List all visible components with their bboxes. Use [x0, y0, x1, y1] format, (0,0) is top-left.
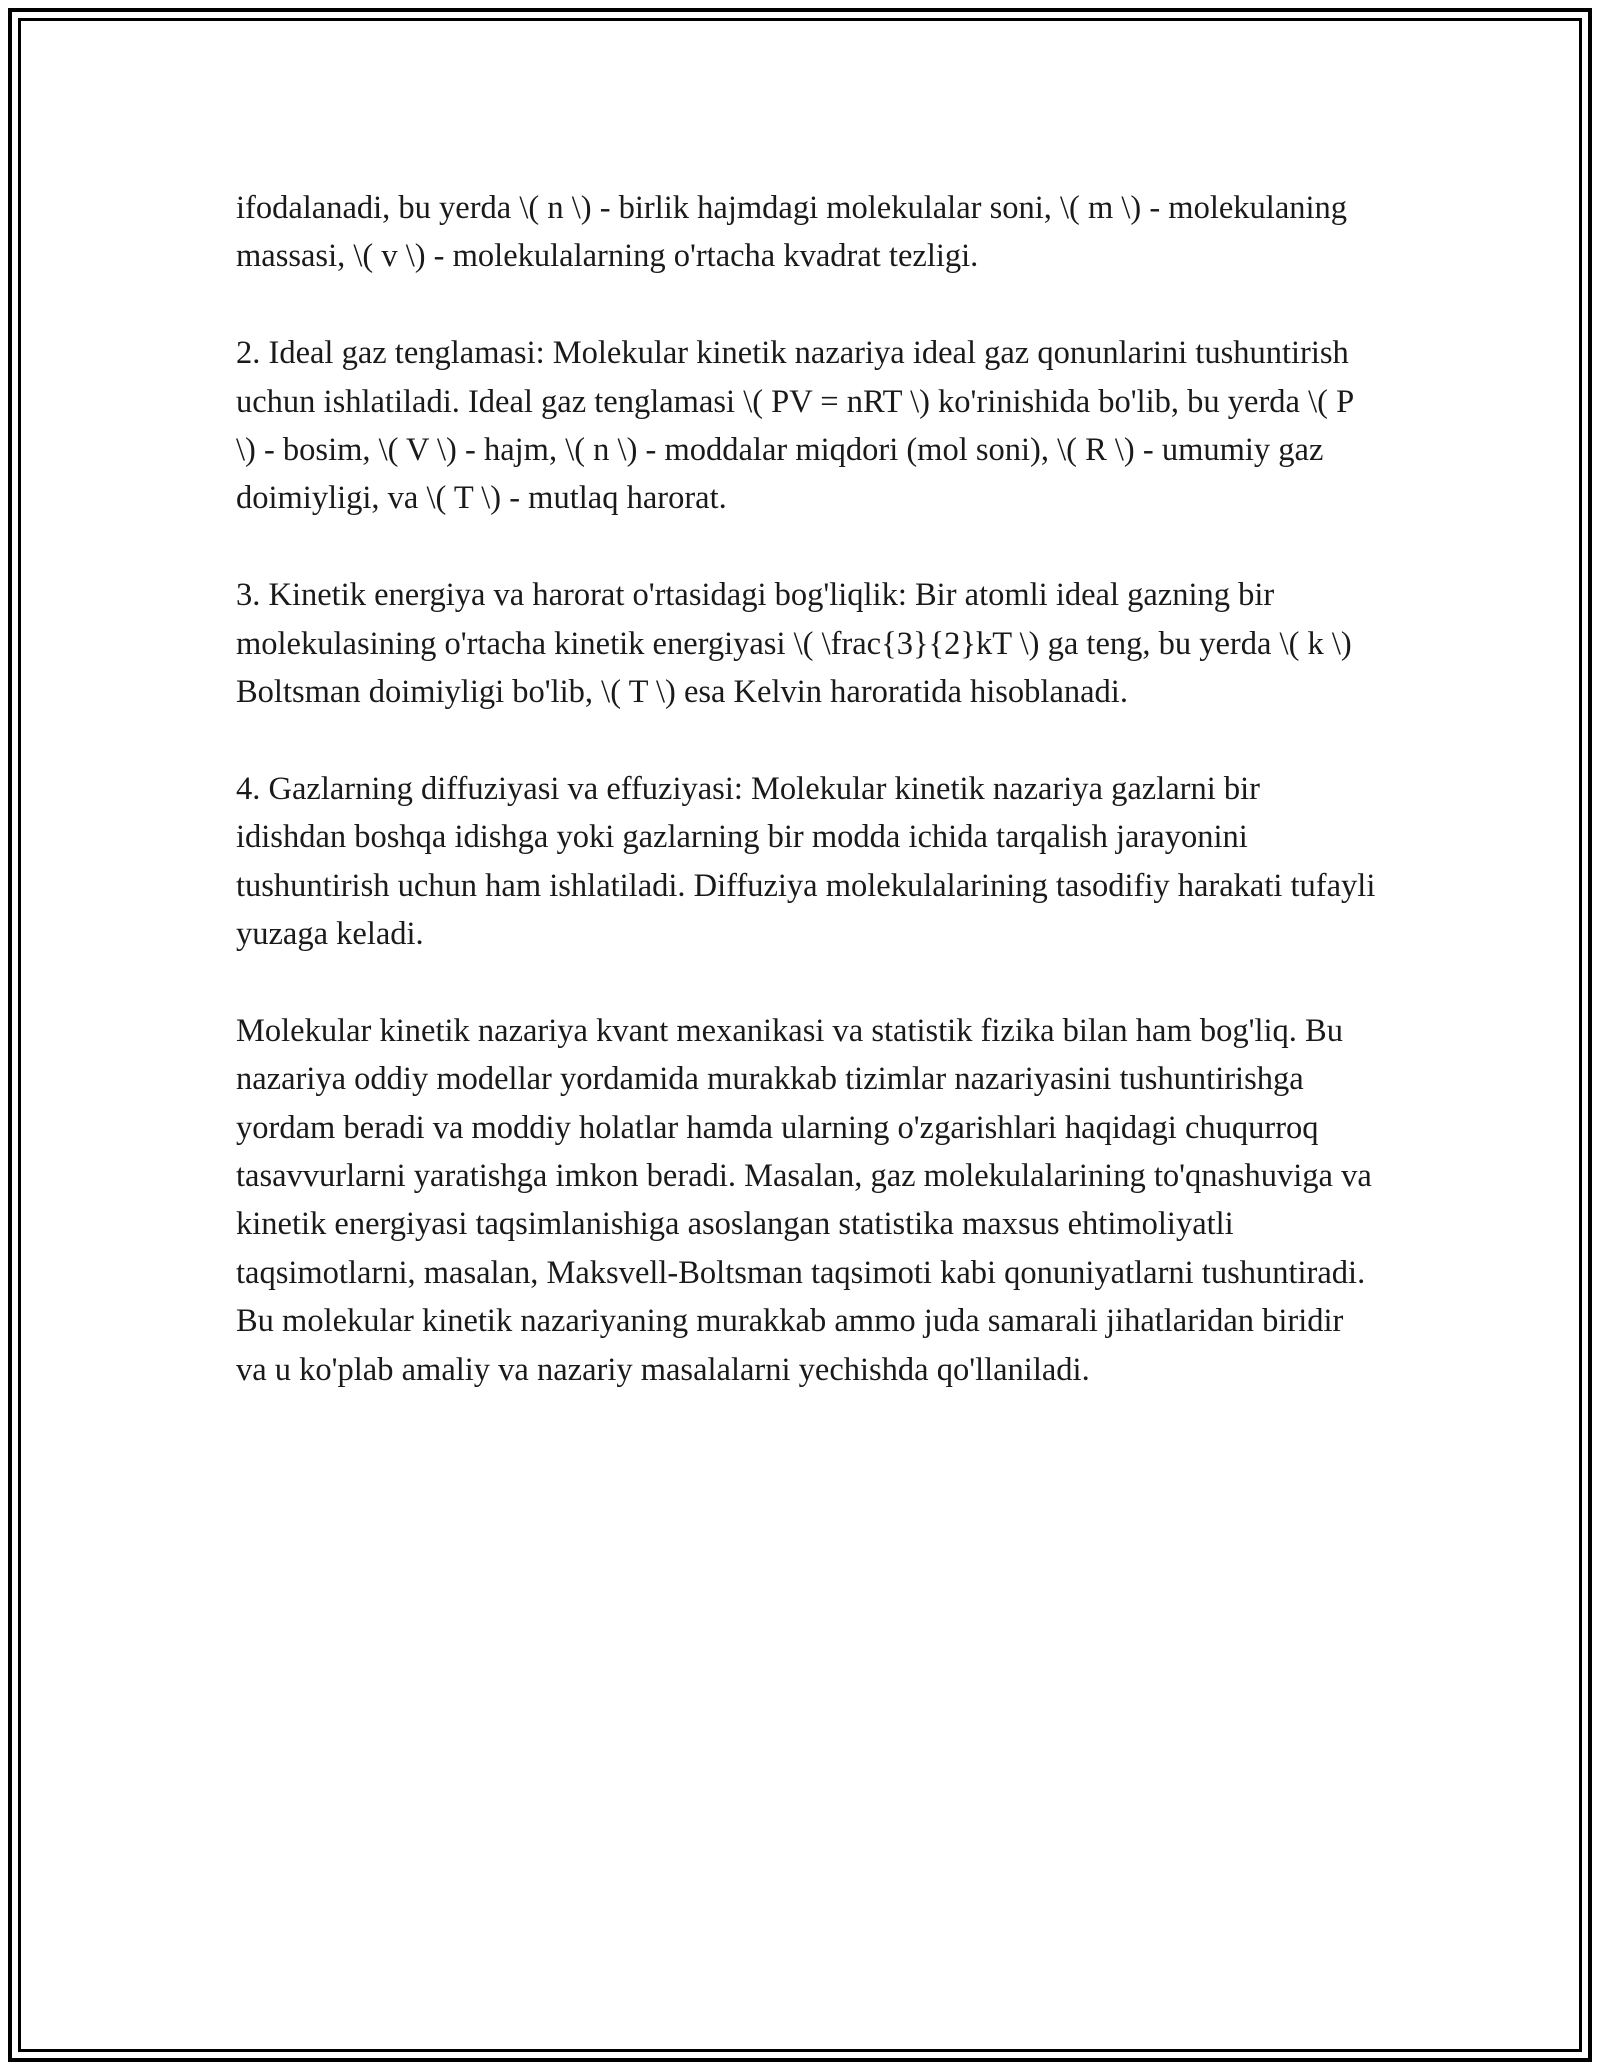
paragraph-kinetic-energy-temperature: 3. Kinetik energiya va harorat o'rtasidagi bog'liqlik: Bir atomli ideal gazning bir molekulasining o'rtacha kinetik energiyasi \( \frac{3}{2}kT \) ga teng, bu yerda \( k \) Boltsman doimiyligi bo'lib, \( T \) esa Kelvin haroratida hisoblanadi. — [236, 577, 1352, 711]
paragraph-formula-definitions: ifodalanadi, bu yerda \( n \) - birlik hajmdagi molekulalar soni, \( m \) - molekulaning massasi, \( v \) - molekulalarning o'rtacha kvadrat tezligi. — [236, 190, 1348, 275]
document-body — [236, 184, 1376, 1394]
paragraph-conclusion: Molekular kinetik nazariya kvant mexanikasi va statistik fizika bilan ham bog'liq. Bu nazariya oddiy modellar yordamida murakkab tizimlar nazariyasini tushuntirishga yordam beradi va moddiy holatlar hamda ularning o'zgarishlari haqidagi chuqurroq tasavvurlarni yaratishga imkon beradi. Masalan, gaz molekulalarining to'qnashuviga va kinetik energiyasi taqsimlanishiga asoslangan statistika maxsus ehtimoliyatli taqsimotlarni, masalan, Maksvell-Boltsman taqsimoti kabi qonuniyatlarni tushuntiradi. Bu molekular kinetik nazariyaning murakkab ammo juda samarali jihatlaridan biridir va u ko'plab amaliy va nazariy masalalarni yechishda qo'llaniladi. — [236, 1012, 1372, 1388]
paragraph-ideal-gas-equation: 2. Ideal gaz tenglamasi: Molekular kinetik nazariya ideal gaz qonunlarini tushuntirish uchun ishlatiladi. Ideal gaz tenglamasi \( PV = nRT \) ko'rinishida bo'lib, bu yerda \( P \) - bosim, \( V \) - hajm, \( n \) - moddalar miqdori (mol soni), \( R \) - umumiy gaz doimiyligi, va \( T \) - mutlaq harorat. — [236, 335, 1353, 517]
paragraph-diffusion-effusion: 4. Gazlarning diffuziyasi va effuziyasi: Molekular kinetik nazariya gazlarni bir idishdan boshqa idishga yoki gazlarning bir modda ichida tarqalish jarayonini tushuntirish uchun ham ishlatiladi. Diffuziya molekulalarining tasodifiy harakati tufayli yuzaga keladi. — [236, 770, 1376, 953]
